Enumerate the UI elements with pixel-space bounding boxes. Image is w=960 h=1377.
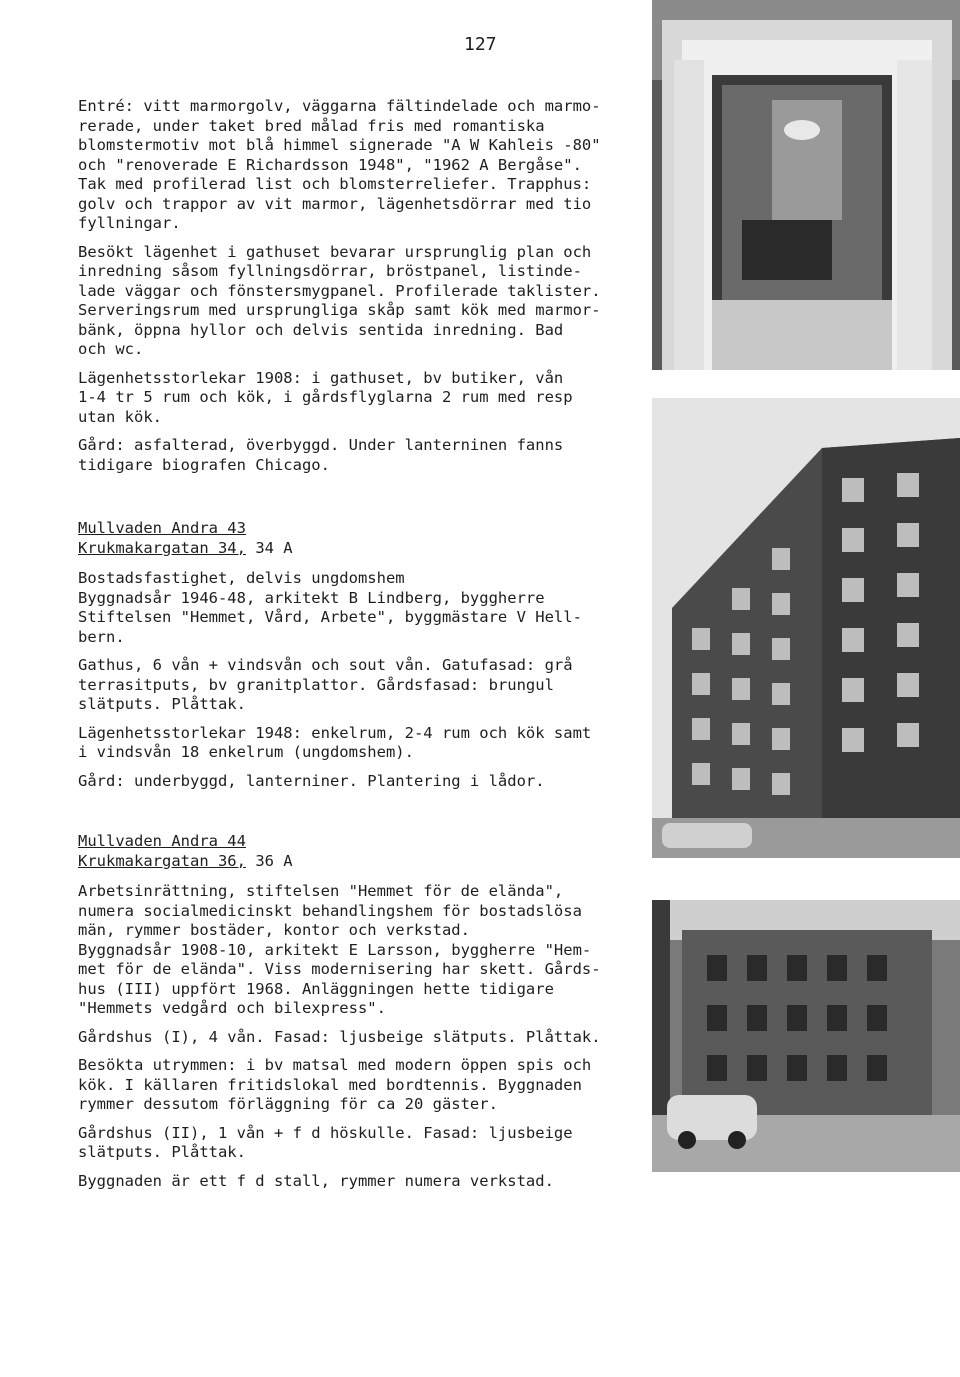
address-street: Krukmakargatan 34, <box>78 538 246 557</box>
property-heading: Mullvaden Andra 44 <box>78 832 246 850</box>
page-number: 127 <box>464 34 497 55</box>
paragraph-gardshus-1: Gårdshus (I), 4 vån. Fasad: ljusbeige slätputs. Plåttak. <box>78 1027 601 1046</box>
paragraph-institution: Arbetsinrättning, stiftelsen "Hemmet för de elända", numera socialmedicinskt behandlingshem för bostadslösa män, rymmer bostäder, kontor och verkstad. Byggnadsår 1908-10, arkitekt E Larsson, byggherre "Hem- met för de elända". Viss modernisering har skett. Gårds- hus (III) uppfört 1968. Anläggningen hette tidigare "Hemmets vedgård och bilexpress". <box>78 882 601 1017</box>
address-number: 34 A <box>245 538 293 557</box>
paragraph-courtyard-chicago: Gård: asfalterad, överbyggd. Under lanterninen fanns tidigare biografen Chicago. <box>78 436 564 474</box>
apartment-building-photo <box>652 398 960 858</box>
paragraph-building-info: Bostadsfastighet, delvis ungdomshem Byggnadsår 1946-48, arkitekt B Lindberg, byggherre Stiftelsen "Hemmet, Vård, Arbete", byggmästare V Hell- bern. <box>78 569 582 646</box>
courtyard-building-icon <box>652 900 960 1172</box>
section-mullvaden-andra-44 <box>78 832 650 1200</box>
section-entrance-description <box>78 97 650 484</box>
paragraph-facade: Gathus, 6 vån + vindsvån och sout vån. Gatufasad: grå terrasitputs, bv granitplattor. Gårdsfasad: brungul slätputs. Plåttak. <box>78 656 573 713</box>
interior-doorway-icon <box>652 0 960 370</box>
paragraph-entre: Entré: vitt marmorgolv, väggarna fältindelade och marmo- rerade, under taket bred målad fris med romantiska blomstermotiv mot blå himmel signerade "A W Kahleis -80" och "renoverade E Richardsson 1948", "1962 A Bergåse". Tak med profilerad list och blomsterreliefer. Trapphus: golv och trappor av vit marmor, lägenhetsdörrar med tio fyllningar. <box>78 97 601 232</box>
property-heading: Mullvaden Andra 43 <box>78 519 246 537</box>
address-number: 36 A <box>245 851 293 870</box>
interior-doorway-photo <box>652 0 960 370</box>
paragraph-gardshus-2: Gårdshus (II), 1 vån + f d höskulle. Fasad: ljusbeige slätputs. Plåttak. <box>78 1123 573 1161</box>
apartment-building-icon <box>652 398 960 858</box>
section-mullvaden-andra-43 <box>78 519 650 800</box>
address-street: Krukmakargatan 36, <box>78 851 246 870</box>
paragraph-apartment-sizes-1908: Lägenhetsstorlekar 1908: i gathuset, bv butiker, vån 1-4 tr 5 rum och kök, i gårdsflyglarna 2 rum med resp utan kök. <box>78 368 573 426</box>
paragraph-visited-spaces: Besökta utrymmen: i bv matsal med modern öppen spis och kök. I källaren fritidslokal med bordtennis. Byggnaden rymmer dessutom förläggning för ca 20 gäster. <box>78 1056 592 1113</box>
address-heading <box>78 852 650 872</box>
paragraph-stable: Byggnaden är ett f d stall, rymmer numera verkstad. <box>78 1171 554 1190</box>
paragraph-apartment-sizes-1948: Lägenhetsstorlekar 1948: enkelrum, 2-4 rum och kök samt i vindsvån 18 enkelrum (ungdomshem). <box>78 723 592 761</box>
address-heading <box>78 539 650 559</box>
paragraph-visited-apartment: Besökt lägenhet i gathuset bevarar ursprunglig plan och inredning såsom fyllningsdörrar, bröstpanel, listinde- lade väggar och fönstersmygpanel. Profilerade taklister. Serveringsrum med ursprungliga skåp samt kök med marmor- bänk, öppna hyllor och delvis sentida inredning. Bad och wc. <box>78 242 601 358</box>
paragraph-courtyard: Gård: underbyggd, lanterniner. Plantering i lådor. <box>78 771 545 790</box>
courtyard-building-photo <box>652 900 960 1172</box>
